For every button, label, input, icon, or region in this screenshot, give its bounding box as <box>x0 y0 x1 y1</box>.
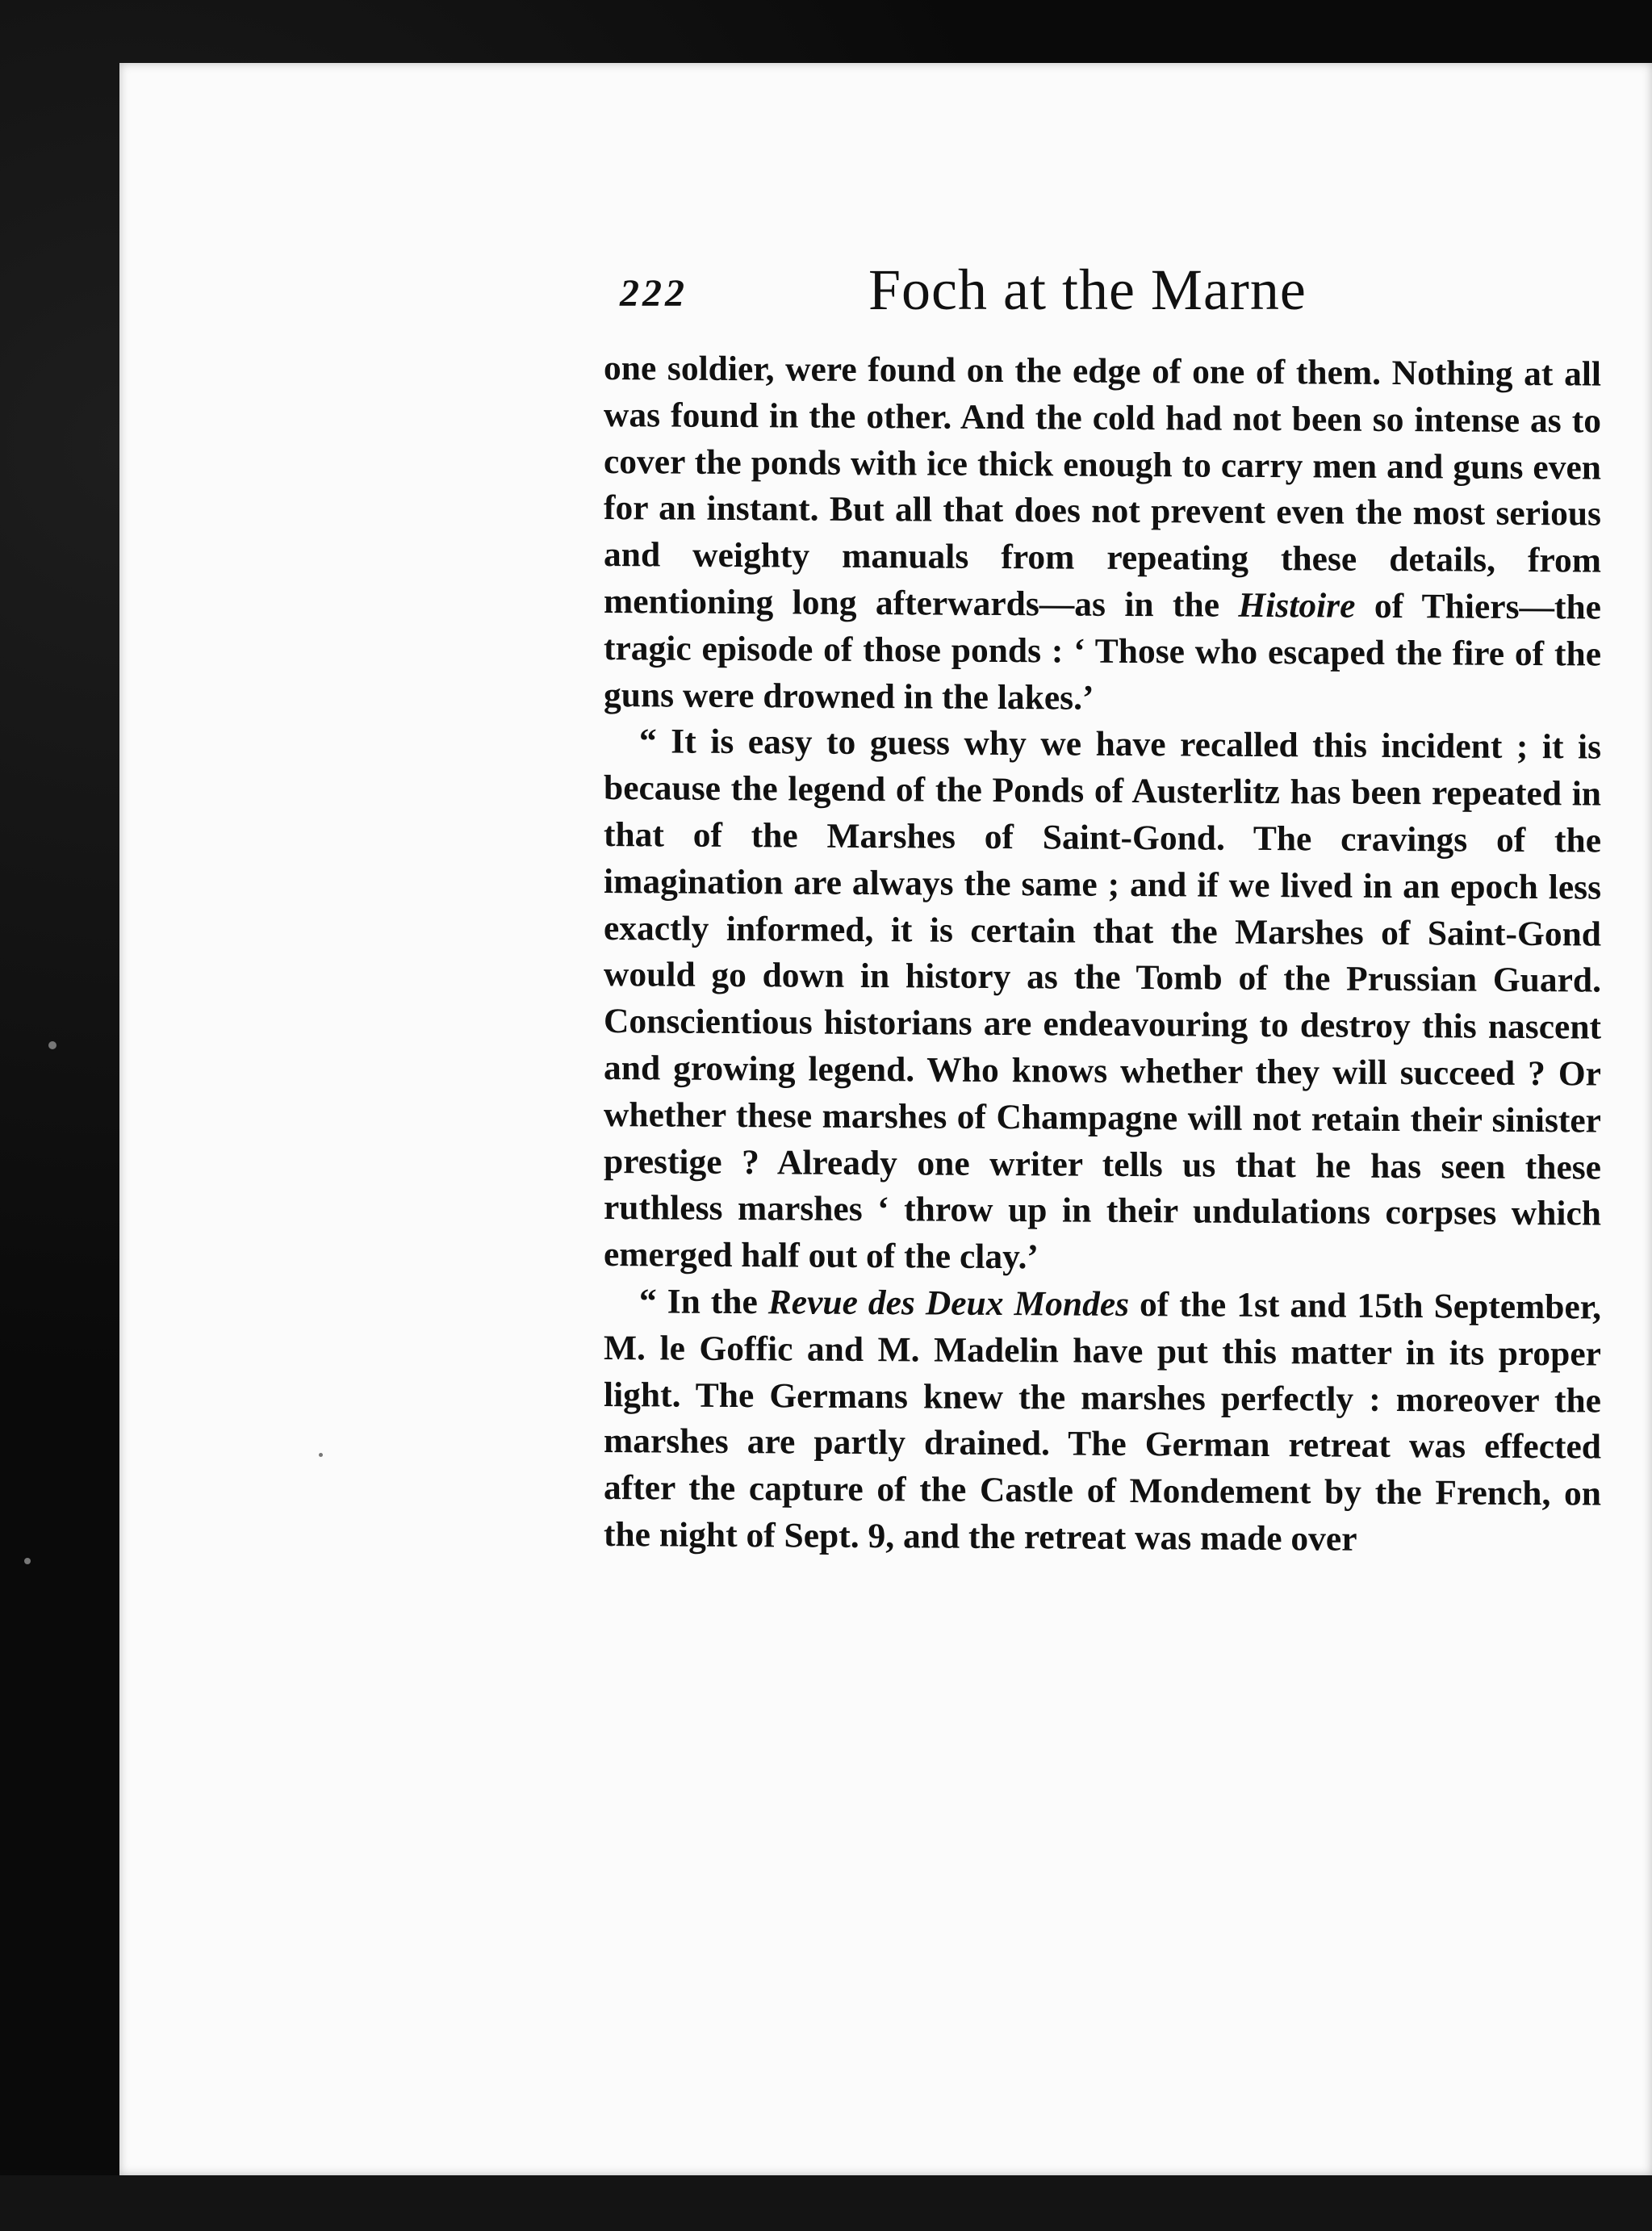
italic-title-text: Histoire <box>1238 585 1356 626</box>
paragraph <box>604 718 1601 1284</box>
paragraph-text: of Thiers—the tragic episode of those ponds : ‘ Those who escaped the fire of the guns were drowned in the lakes.’ <box>604 586 1601 718</box>
paragraph-text: “ It is easy to guess why we have recalled this incident ; it is because the legend of the Ponds of Austerlitz has been repeated in that of the Marshes of Saint-Gond. The cravings of the imagination are always the same ; and if we lived in an epoch less exactly informed, it is certain that the Marshes of Saint-Gond would go down in history as the Tomb of the Prussian Guard. Conscientious historians are endeavouring to destroy this nascent and growing legend. Who knows whether they will succeed ? Or whether these marshes of Champagne will not retain their sinister prestige ? Already one writer tells us that he has seen these ruthless marshes ‘ throw up in their undulations corpses which emerged half out of the clay.’ <box>604 722 1601 1277</box>
scan-speck <box>48 1041 56 1049</box>
paragraph-text: “ In the <box>639 1282 768 1322</box>
page-header <box>588 257 1652 345</box>
running-title: Foch at the Marne <box>868 257 1307 322</box>
body-text <box>604 345 1601 1564</box>
paragraph-text: one soldier, were found on the edge of one of them. Nothing at all was found in the other. And the cold had not been so intense as to cover the ponds with ice thick enough to carry men and guns even for an instant. But all that does not prevent even the most serious and weighty manuals from repeating these details, from mentioning long afterwards—as in the <box>604 349 1601 625</box>
scan-speck <box>319 1453 323 1457</box>
paragraph-text: of the 1st and 15th September, M. le Goffic and M. Madelin have put this matter in its proper light. The Germans knew the marshes perfectly : moreover the marshes are partly drained. The German retreat was effected after the capture of the Castle of Mondement by the French, on the night of Sept. 9, and the retreat was made over <box>604 1284 1601 1559</box>
book-page <box>119 63 1652 2175</box>
scan-speck <box>24 1558 31 1564</box>
paragraph <box>604 345 1601 725</box>
paragraph <box>604 1279 1601 1564</box>
italic-title-text: Revue des Deux Mondes <box>767 1283 1130 1324</box>
scan-bottom-edge <box>0 2175 1652 2231</box>
page-content <box>588 257 1652 1559</box>
page-number: 222 <box>620 272 688 315</box>
